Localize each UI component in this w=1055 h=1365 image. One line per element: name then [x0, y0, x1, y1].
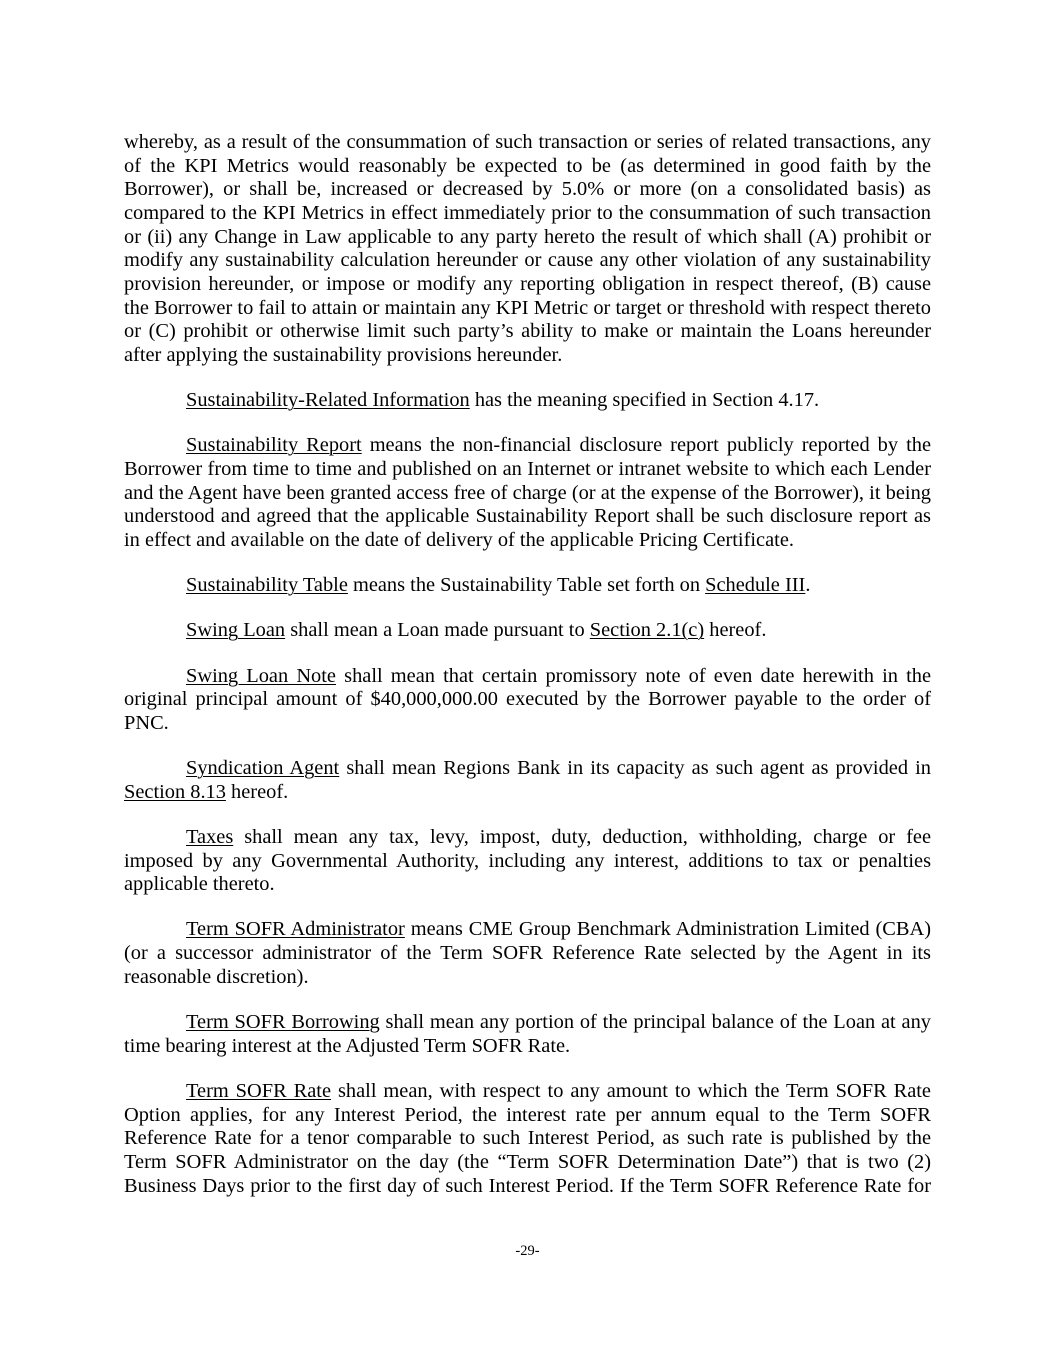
- text-run: Term SOFR Administrator on the day (the “Term SOFR Determination Date”) that is two (2): [124, 1150, 931, 1173]
- cross-reference: Section 8.13: [124, 780, 226, 803]
- definition-sustainability-report: [124, 434, 931, 552]
- text-run: shall mean, with respect to any amount to which the Term SOFR Rate: [331, 1079, 931, 1102]
- text-run: Business Days prior to the first day of such Interest Period. If the Term SOFR Reference Rate for: [124, 1174, 931, 1197]
- text-run: in effect and available on the date of delivery of the applicable Pricing Certificate.: [124, 529, 794, 552]
- text-line: [124, 757, 931, 781]
- text-line: [124, 1175, 931, 1199]
- text-run: Borrower from time to time and published on an Internet or intranet website to which each Lender: [124, 458, 931, 481]
- text-run: means the Sustainability Table set forth on: [347, 574, 706, 597]
- definition-syndication-agent: [124, 757, 931, 804]
- text-run: shall mean a Loan made pursuant to: [285, 619, 590, 642]
- text-run: has the meaning specified in Section 4.17.: [469, 389, 820, 412]
- definition-swing-loan: [124, 619, 931, 643]
- text-run: understood and agreed that the applicable Sustainability Report shall be such disclosure report as: [124, 505, 931, 528]
- text-run: shall mean Regions Bank in its capacity as such agent as provided in: [339, 757, 932, 780]
- text-line: [124, 665, 931, 689]
- text-line: [124, 619, 931, 643]
- text-run: shall mean that certain promissory note of even date herewith in the: [335, 664, 932, 687]
- definition-taxes: [124, 826, 931, 897]
- text-run: means the non-financial disclosure report publicly reported by the: [361, 434, 931, 457]
- text-line: [124, 1151, 931, 1175]
- text-run: hereof.: [704, 619, 767, 642]
- text-run: after applying the sustainability provisions hereunder.: [124, 344, 563, 367]
- text-line: [124, 1104, 931, 1128]
- text-line: [124, 155, 931, 179]
- text-line: [124, 389, 931, 413]
- text-run: applicable thereto.: [124, 873, 275, 896]
- defined-term: Sustainability Report: [186, 434, 362, 457]
- text-line: [124, 344, 931, 368]
- text-run: (or a successor administrator of the Term SOFR Reference Rate selected by the Agent in its: [124, 942, 931, 965]
- text-run: the Borrower to fail to attain or maintain any KPI Metric or target or threshold with respect thereto: [124, 296, 931, 319]
- text-run: or (ii) any Change in Law applicable to any party hereto the result of which shall (A) prohibit or: [124, 225, 931, 248]
- definition-sustainability-table: [124, 574, 931, 598]
- text-line: [124, 688, 931, 712]
- definition-term-sofr-rate: [124, 1080, 931, 1198]
- text-line: [124, 1011, 931, 1035]
- defined-term: Taxes: [186, 825, 234, 848]
- text-run: Borrower), or shall be, increased or decreased by 5.0% or more (on a consolidated basis) as: [124, 178, 931, 201]
- text-line: [124, 320, 931, 344]
- text-run: modify any sustainability calculation hereunder or cause any other violation of any sustainability: [124, 249, 931, 272]
- defined-term: Term SOFR Borrowing: [186, 1010, 380, 1033]
- cross-reference: Section 2.1(c): [589, 619, 705, 642]
- text-run: or (C) prohibit or otherwise limit such party’s ability to make or maintain the Loans hereunder: [124, 320, 931, 343]
- text-line: [124, 826, 931, 850]
- defined-term: Term SOFR Administrator: [186, 918, 405, 941]
- text-line: [124, 712, 931, 736]
- text-line: [124, 505, 931, 529]
- text-run: whereby, as a result of the consummation of such transaction or series of related transactions, any: [124, 131, 931, 153]
- text-line: [124, 1127, 931, 1151]
- text-line: [124, 966, 931, 990]
- definition-sustainability-related-information: [124, 389, 931, 413]
- cross-reference: Schedule III: [705, 574, 806, 597]
- text-run: compared to the KPI Metrics in effect immediately prior to the consummation of such transaction: [124, 202, 931, 225]
- text-run: Reference Rate for a tenor comparable to such Interest Period, as such rate is published by the: [124, 1127, 931, 1150]
- text-run: PNC.: [124, 711, 169, 734]
- text-run: .: [805, 574, 811, 597]
- text-run: reasonable discretion).: [124, 965, 309, 988]
- text-run: time bearing interest at the Adjusted Term SOFR Rate.: [124, 1034, 571, 1057]
- text-run: imposed by any Governmental Authority, including any interest, additions to tax or penalties: [124, 849, 931, 872]
- text-line: [124, 202, 931, 226]
- defined-term: Swing Loan Note: [186, 664, 336, 687]
- text-line: [124, 178, 931, 202]
- text-line: [124, 918, 931, 942]
- text-line: [124, 873, 931, 897]
- page-number: -29-: [515, 1243, 540, 1259]
- definition-term-sofr-borrowing: [124, 1011, 931, 1058]
- text-line: [124, 458, 931, 482]
- text-line: [124, 1035, 931, 1059]
- text-line: [124, 942, 931, 966]
- text-line: [124, 529, 931, 553]
- text-line: [124, 249, 931, 273]
- defined-term: Syndication Agent: [186, 757, 340, 780]
- text-run: and the Agent have been granted access free of charge (or at the expense of the Borrower), it being: [124, 481, 931, 504]
- text-line: [124, 131, 931, 155]
- text-run: original principal amount of $40,000,000.00 executed by the Borrower payable to the order of: [124, 688, 931, 711]
- defined-term: Sustainability Table: [186, 574, 348, 597]
- text-run: of the KPI Metrics would reasonably be expected to be (as determined in good faith by the: [124, 154, 931, 177]
- text-run: shall mean any tax, levy, impost, duty, deduction, withholding, charge or fee: [233, 825, 931, 848]
- text-line: [124, 850, 931, 874]
- continued-definition-text: [124, 131, 931, 368]
- text-line: [124, 434, 931, 458]
- text-line: [124, 781, 931, 805]
- text-run: shall mean any portion of the principal balance of the Loan at any: [379, 1010, 931, 1033]
- text-run: means CME Group Benchmark Administration Limited (CBA): [404, 918, 931, 941]
- definition-swing-loan-note: [124, 665, 931, 736]
- text-run: hereof.: [225, 780, 289, 803]
- text-line: [124, 574, 931, 598]
- text-line: [124, 226, 931, 250]
- document-body: [124, 131, 931, 1220]
- defined-term: Swing Loan: [186, 619, 286, 642]
- text-line: [124, 482, 931, 506]
- defined-term: Sustainability-Related Information: [186, 389, 470, 412]
- text-line: [124, 273, 931, 297]
- defined-term: Term SOFR Rate: [186, 1079, 332, 1102]
- text-run: provision hereunder, or impose or modify any reporting obligation in respect thereof, (B) cause: [124, 273, 931, 296]
- text-run: Option applies, for any Interest Period, the interest rate per annum equal to the Term SOFR: [124, 1103, 931, 1126]
- definition-term-sofr-administrator: [124, 918, 931, 989]
- text-line: [124, 297, 931, 321]
- text-line: [124, 1080, 931, 1104]
